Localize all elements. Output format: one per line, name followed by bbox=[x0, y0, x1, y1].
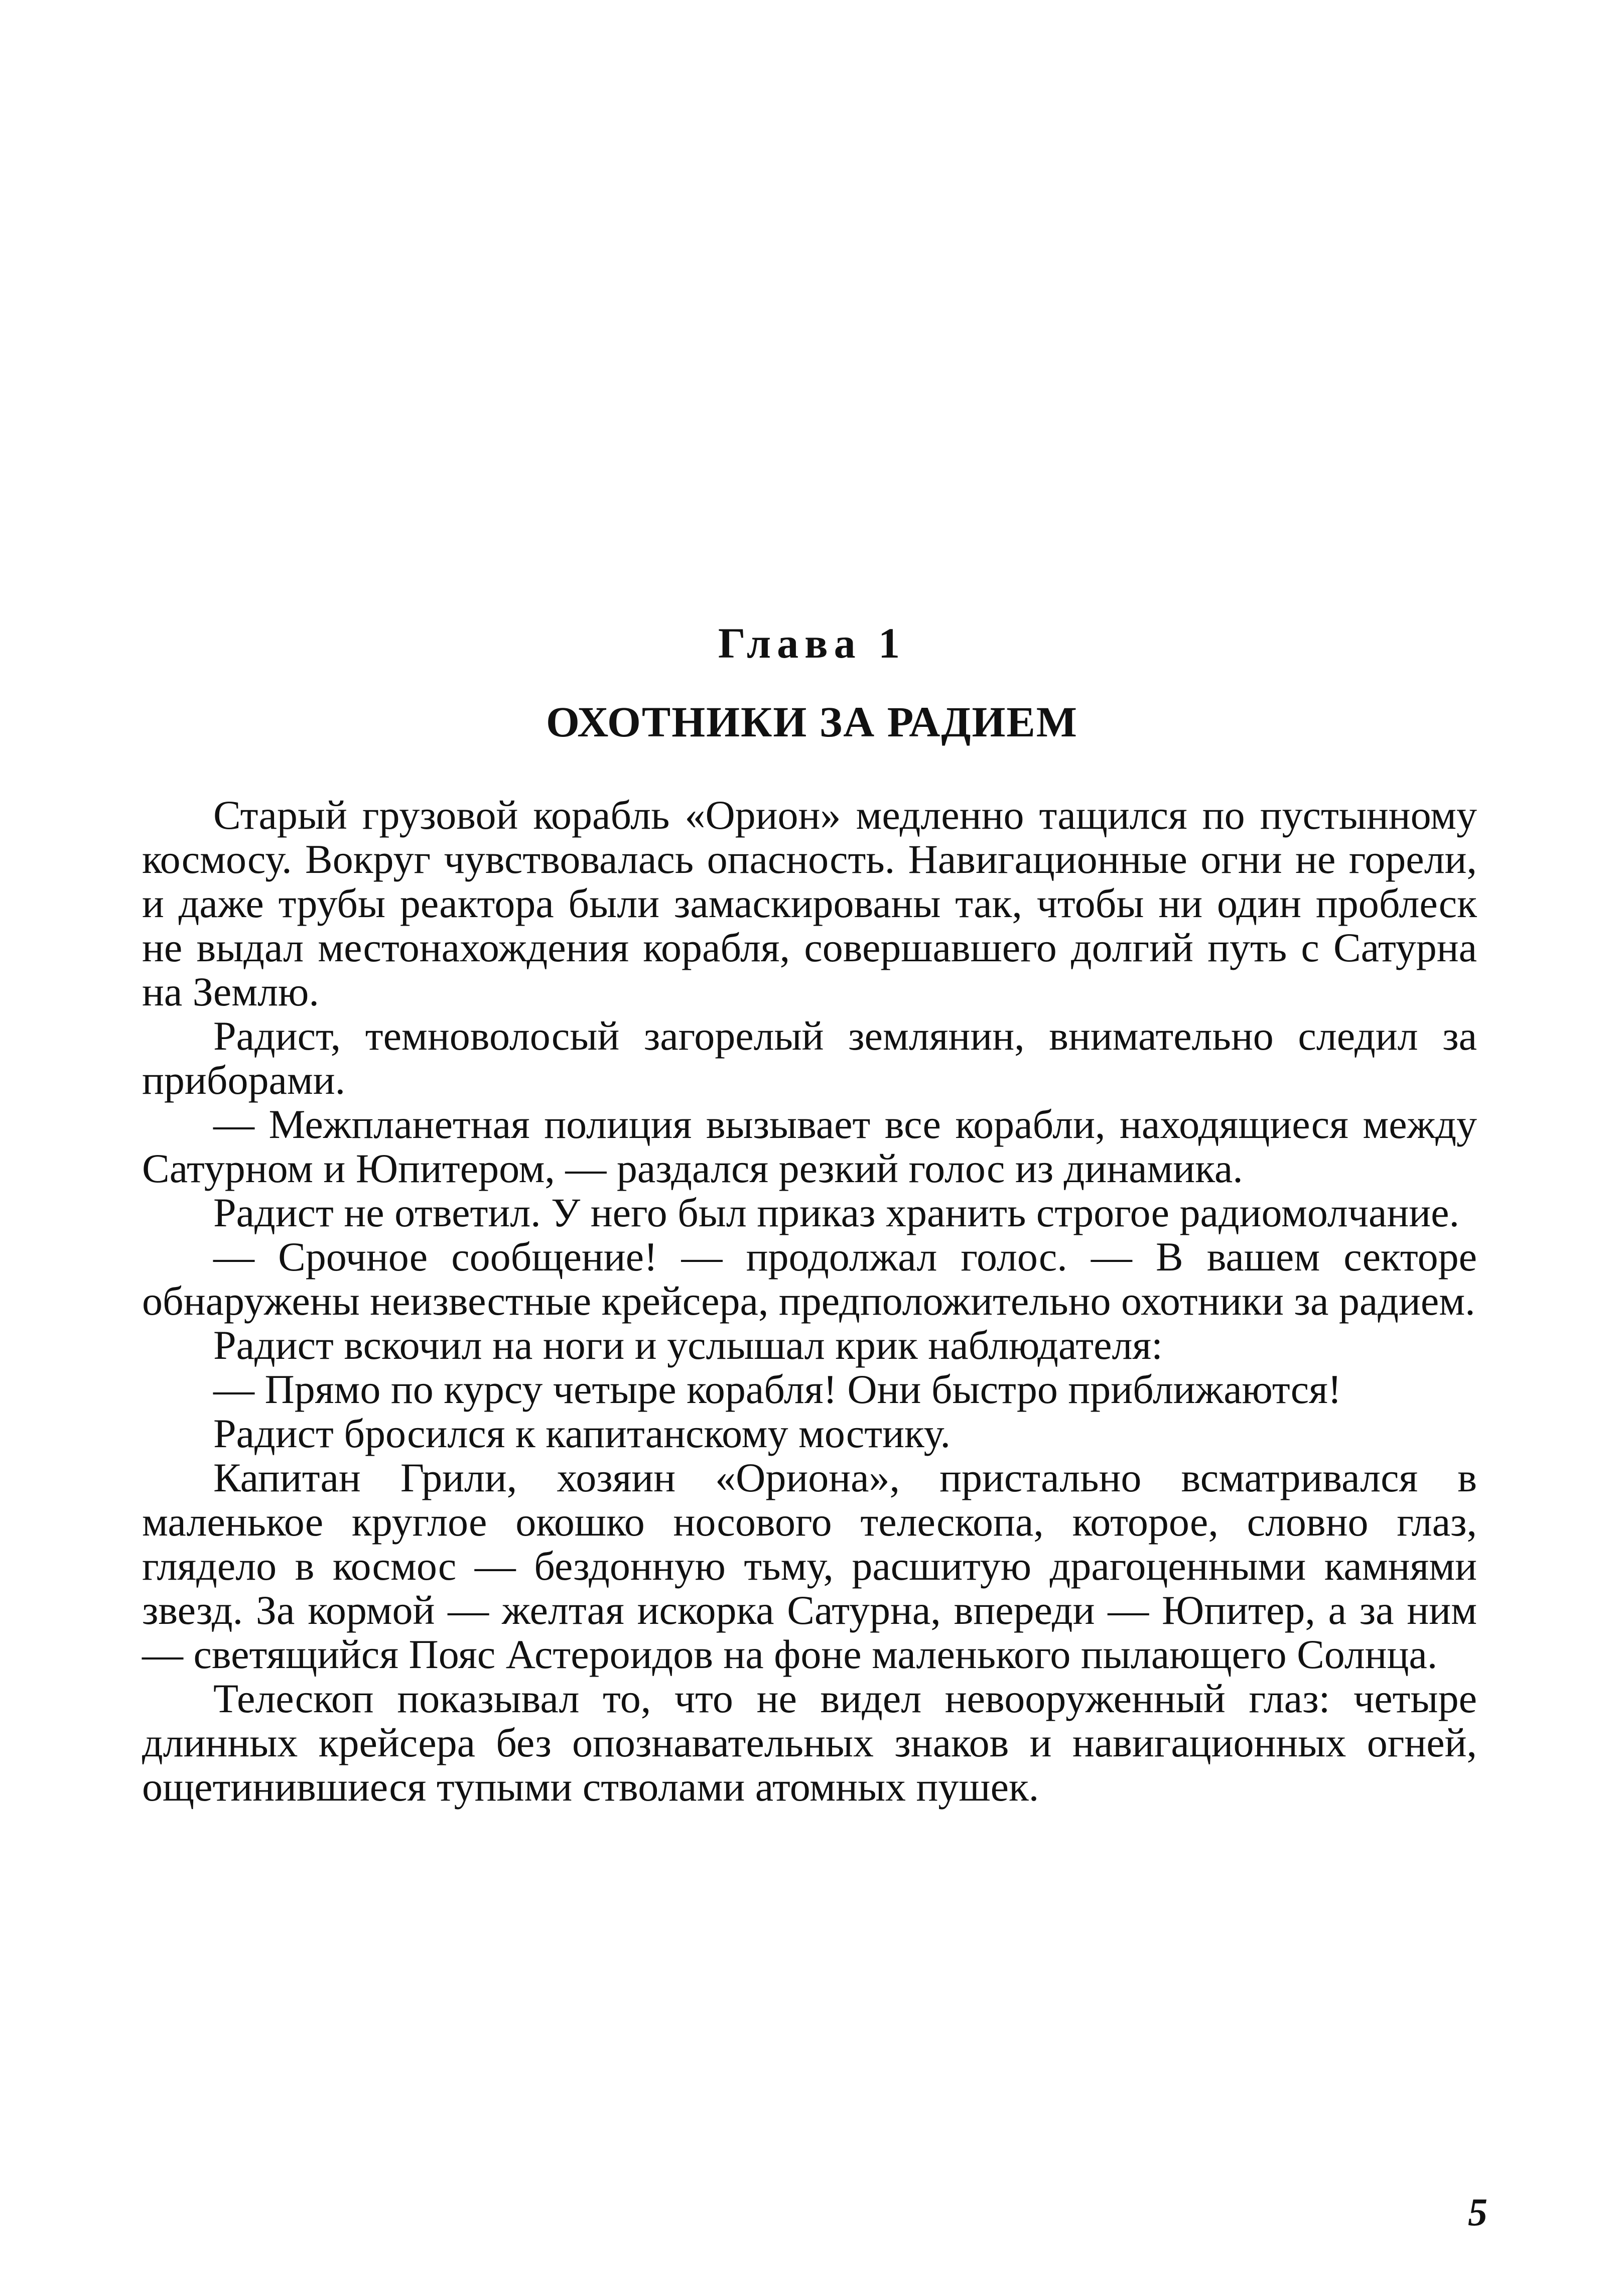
paragraph: Телескоп показывал то, что не видел невооруженный глаз: четыре длинных крейсера без опознавательных знаков и навигационных огней, ощетинившиеся тупыми стволами атомных пушек. bbox=[142, 1676, 1477, 1810]
chapter-title: ОХОТНИКИ ЗА РАДИЕМ bbox=[546, 698, 1078, 746]
paragraph: Старый грузовой корабль «Орион» медленно тащился по пустынному космосу. Вокруг чувствовалась опасность. Навигационные огни не горели, и даже трубы реактора были замаскированы так, чтобы ни один проблеск не выдал местонахождения корабля, совершавшего долгий путь с Сатурна на Землю. bbox=[142, 792, 1477, 1014]
paragraph: Радист вскочил на ноги и услышал крик наблюдателя: bbox=[213, 1322, 1163, 1368]
page-number: 5 bbox=[1468, 2190, 1487, 2234]
paragraph: Радист бросился к капитанскому мостику. bbox=[213, 1411, 951, 1456]
chapter-number: Глава 1 bbox=[718, 619, 906, 667]
paragraph: Радист, темноволосый загорелый землянин, внимательно следил за приборами. bbox=[142, 1013, 1477, 1103]
paragraph: — Межпланетная полиция вызывает все корабли, находящиеся между Сатурном и Юпитером, — раздался резкий голос из динамика. bbox=[142, 1101, 1477, 1191]
paragraph: — Прямо по курсу четыре корабля! Они быстро приближаются! bbox=[213, 1366, 1342, 1412]
paragraph: — Срочное сообщение! — продолжал голос. — В вашем секторе обнаружены неизвестные крейсера, предположительно охотники за радием. bbox=[142, 1234, 1477, 1324]
paragraph: Радист не ответил. У него был приказ хранить строгое радиомолчание. bbox=[213, 1190, 1460, 1235]
body-text bbox=[142, 793, 1477, 1809]
paragraph: Капитан Грили, хозяин «Ориона», пристально всматривался в маленькое круглое окошко носового телескопа, которое, словно глаз, глядело в космос — бездонную тьму, расшитую драгоценными камнями звезд. За кормой — желтая искорка Сатурна, впереди — Юпитер, а за ним — светящийся Пояс Астероидов на фоне маленького пылающего Солнца. bbox=[142, 1455, 1477, 1677]
